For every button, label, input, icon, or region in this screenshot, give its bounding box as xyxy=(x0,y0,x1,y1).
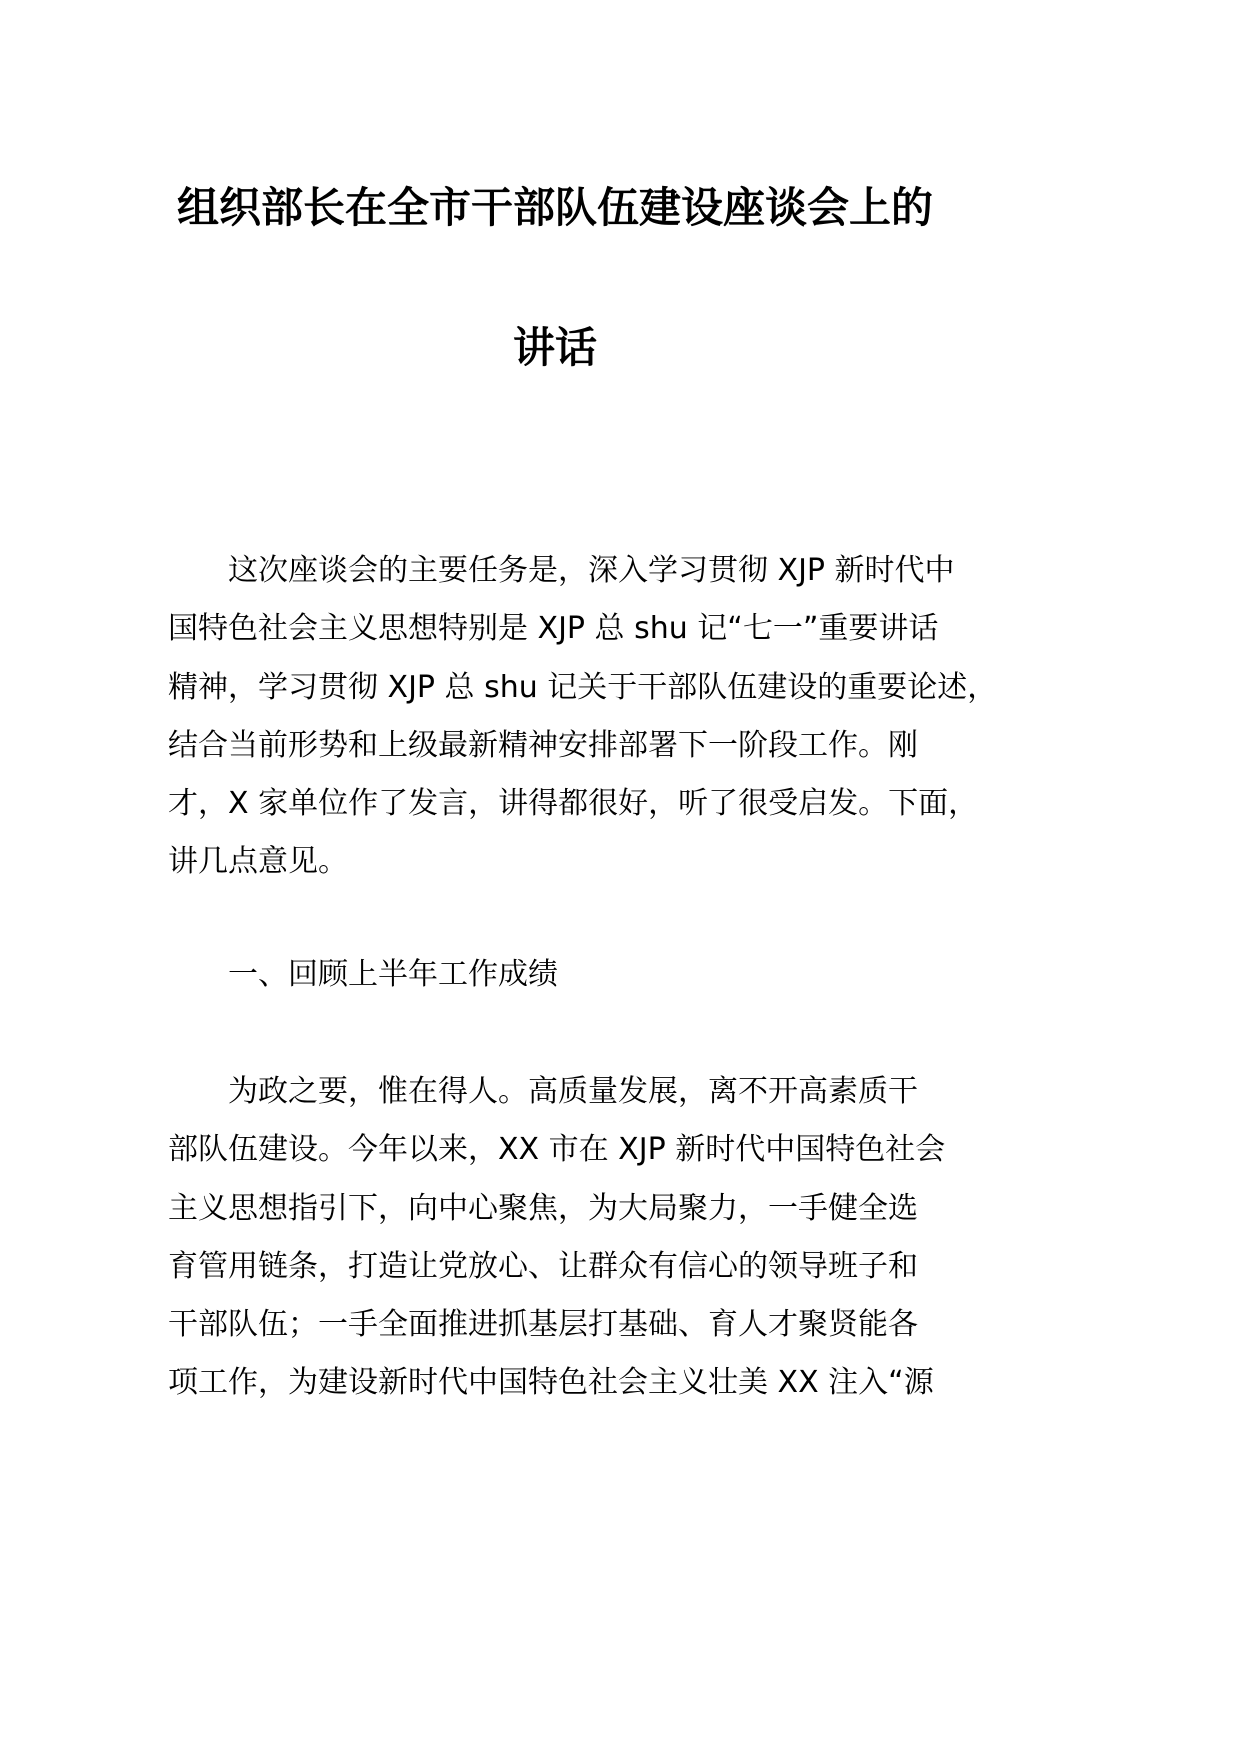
paragraph-line: 为政之要，惟在得人。高质量发展，离不开高素质干 xyxy=(228,1074,918,1109)
section-heading xyxy=(168,946,968,1004)
paragraph-line: 项工作，为建设新时代中国特色社会主义壮美 XX 注入“源 xyxy=(168,1365,934,1401)
document-title-line-2: 讲话 xyxy=(512,323,597,372)
paragraph-line: 部队伍建设。今年以来，XX 市在 XJP 新时代中国特色社会 xyxy=(168,1132,946,1168)
paragraph-line: 国特色社会主义思想特别是 XJP 总 shu 记“七一”重要讲话 xyxy=(168,611,939,647)
paragraph-line: 精神，学习贯彻 XJP 总 shu 记关于干部队伍建设的重要论述， xyxy=(168,669,998,705)
document-title-line-1: 组织部长在全市干部队伍建设座谈会上的 xyxy=(176,183,933,232)
section-heading-text: 一、回顾上半年工作成绩 xyxy=(228,957,558,992)
paragraph-line: 干部队伍；一手全面推进抓基层打基础、育人才聚贤能各 xyxy=(168,1307,918,1343)
paragraph-line: 才，X 家单位作了发言，讲得都很好，听了很受启发。下面， xyxy=(168,786,979,822)
paragraph-line: 育管用链条，打造让党放心、让群众有信心的领导班子和 xyxy=(168,1248,918,1284)
paragraph-line: 这次座谈会的主要任务是，深入学习贯彻 XJP 新时代中 xyxy=(228,553,955,588)
paragraph-line: 讲几点意见。 xyxy=(168,844,348,880)
paragraph-line: 结合当前形势和上级最新精神安排部署下一阶段工作。刚 xyxy=(168,727,918,763)
intro-paragraph xyxy=(168,542,998,892)
paragraph-line: 主义思想指引下，向中心聚焦，为大局聚力，一手健全选 xyxy=(168,1190,918,1226)
section-1-paragraph xyxy=(168,1063,968,1413)
